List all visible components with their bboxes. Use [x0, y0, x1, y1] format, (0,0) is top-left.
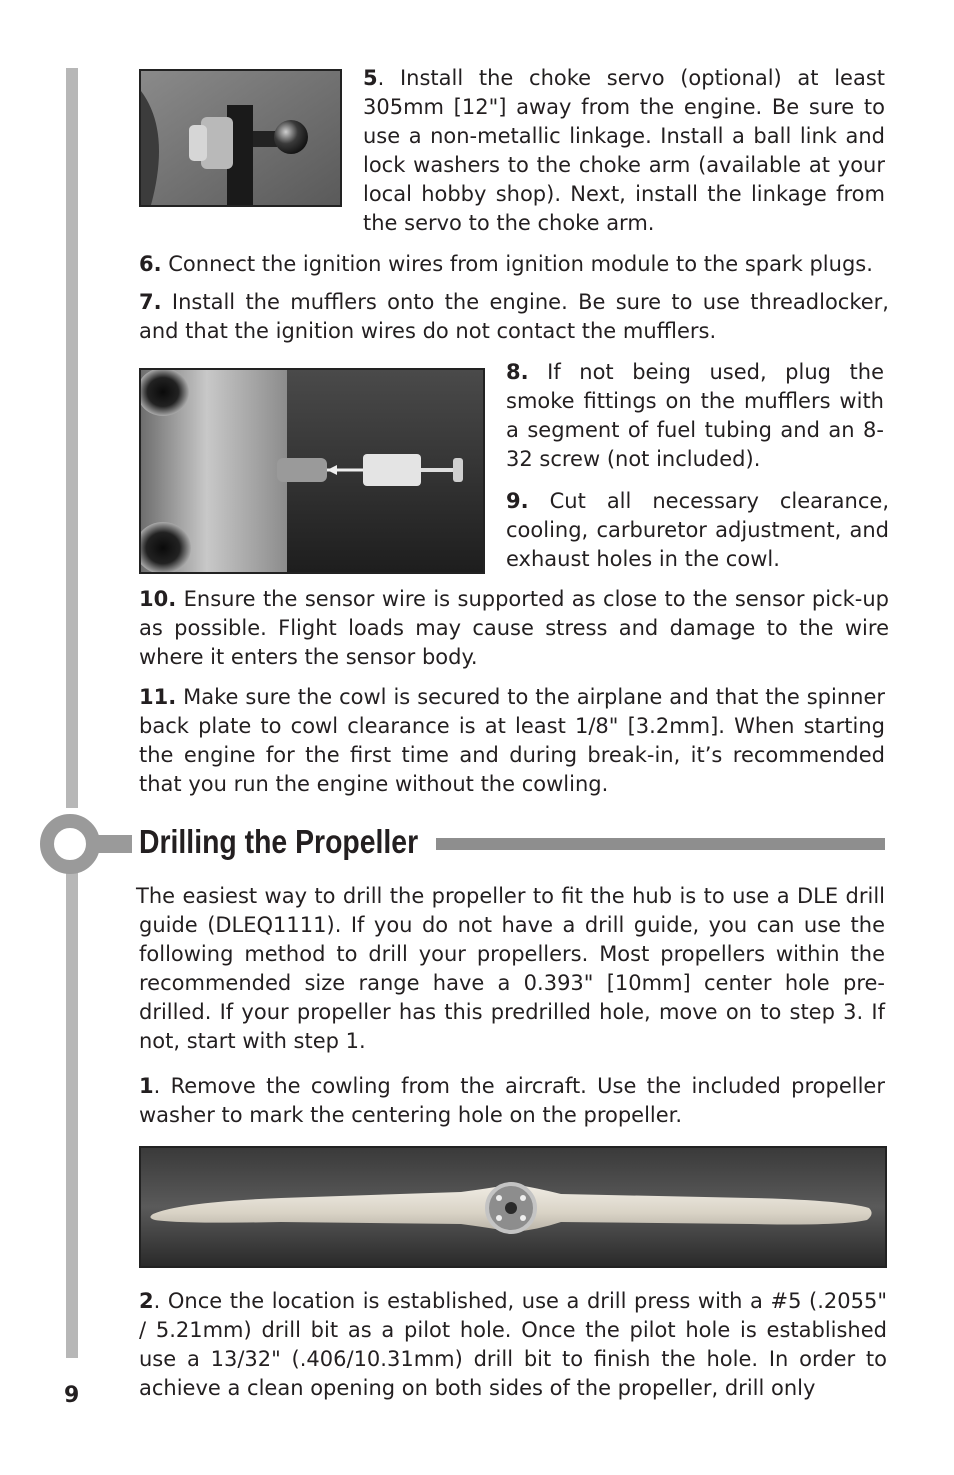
- step-text: Connect the ignition wires from ignition module to the spark plugs.: [161, 252, 873, 276]
- step-9: [506, 487, 889, 574]
- step-number: 9.: [506, 489, 529, 513]
- sidebar-bar-bottom: [66, 860, 78, 1358]
- step-text: Cut all necessary clearance, cooling, carburetor adjustment, and exhaust holes in the cowl.: [506, 489, 889, 571]
- step-number: 11.: [139, 685, 177, 709]
- page-number: 9: [64, 1383, 80, 1408]
- step-number: 5: [363, 66, 378, 90]
- step-number: 8.: [506, 360, 529, 384]
- step-text: . Once the location is established, use a drill press with a #5 (.2055" / 5.21mm) drill bit as a pilot hole. Once the pilot hole is established use a 13/32" (.406/10.31mm) drill bit to finish the hole. In order to achieve a clean opening on both sides of the propeller, drill only: [139, 1289, 887, 1400]
- step-number: 2: [139, 1289, 154, 1313]
- heading-rule: [436, 838, 885, 850]
- step-text: Ensure the sensor wire is supported as close to the sensor pick-up as possible. Flight loads may cause stress and damage to the wire where it enters the sensor body.: [139, 587, 889, 669]
- step-10: [139, 585, 889, 672]
- step-text: Install the mufflers onto the engine. Be sure to use threadlocker, and that the ignition wires do not contact the mufflers.: [139, 290, 889, 343]
- step-text: If not being used, plug the smoke fittings on the mufflers with a segment of fuel tubing and an 8-32 screw (not included).: [506, 360, 884, 471]
- muffler-smoke-fitting-photo: [139, 368, 485, 574]
- propeller-photo: [139, 1146, 887, 1268]
- step-text: Make sure the cowl is secured to the airplane and that the spinner back plate to cowl clearance is at least 1/8" [3.2mm]. When starting the engine for the first time and during break-in, it’s recommended that you run the engine without the cowling.: [139, 685, 885, 796]
- step-5: [363, 64, 885, 238]
- step-6: [139, 250, 889, 279]
- choke-ball-link-photo: [139, 69, 342, 207]
- section-tab-connector: [88, 835, 132, 853]
- step-text: . Remove the cowling from the aircraft. Use the included propeller washer to mark the centering hole on the propeller.: [139, 1074, 885, 1127]
- step-7: [139, 288, 889, 346]
- step-number: 7.: [139, 290, 162, 314]
- prop-step-1: [139, 1072, 885, 1130]
- step-11: [139, 683, 885, 799]
- step-number: 6.: [139, 252, 162, 276]
- step-8: [506, 358, 884, 474]
- section-heading: Drilling the Propeller: [139, 823, 419, 860]
- step-number: 10.: [139, 587, 177, 611]
- sidebar-bar-top: [66, 68, 78, 808]
- prop-step-2: [139, 1287, 887, 1403]
- step-number: 1: [139, 1074, 154, 1098]
- intro-paragraph: The easiest way to drill the propeller to fit the hub is to use a DLE drill guide (DLEQ1111). If you do not have a drill guide, you can use the following method to drill your propellers. Most propellers within the recommended size range have a 0.393" [10mm] center hole pre-drilled. If your propeller has this predrilled hole, move on to step 3. If not, start with step 1.: [136, 884, 885, 1053]
- step-text: . Install the choke servo (optional) at least 305mm [12"] away from the engine. Be sure to use a non-metallic linkage. Install a ball link and lock washers to the choke arm (available at your local hobby shop). Next, install the linkage from the servo to the choke arm.: [363, 66, 885, 235]
